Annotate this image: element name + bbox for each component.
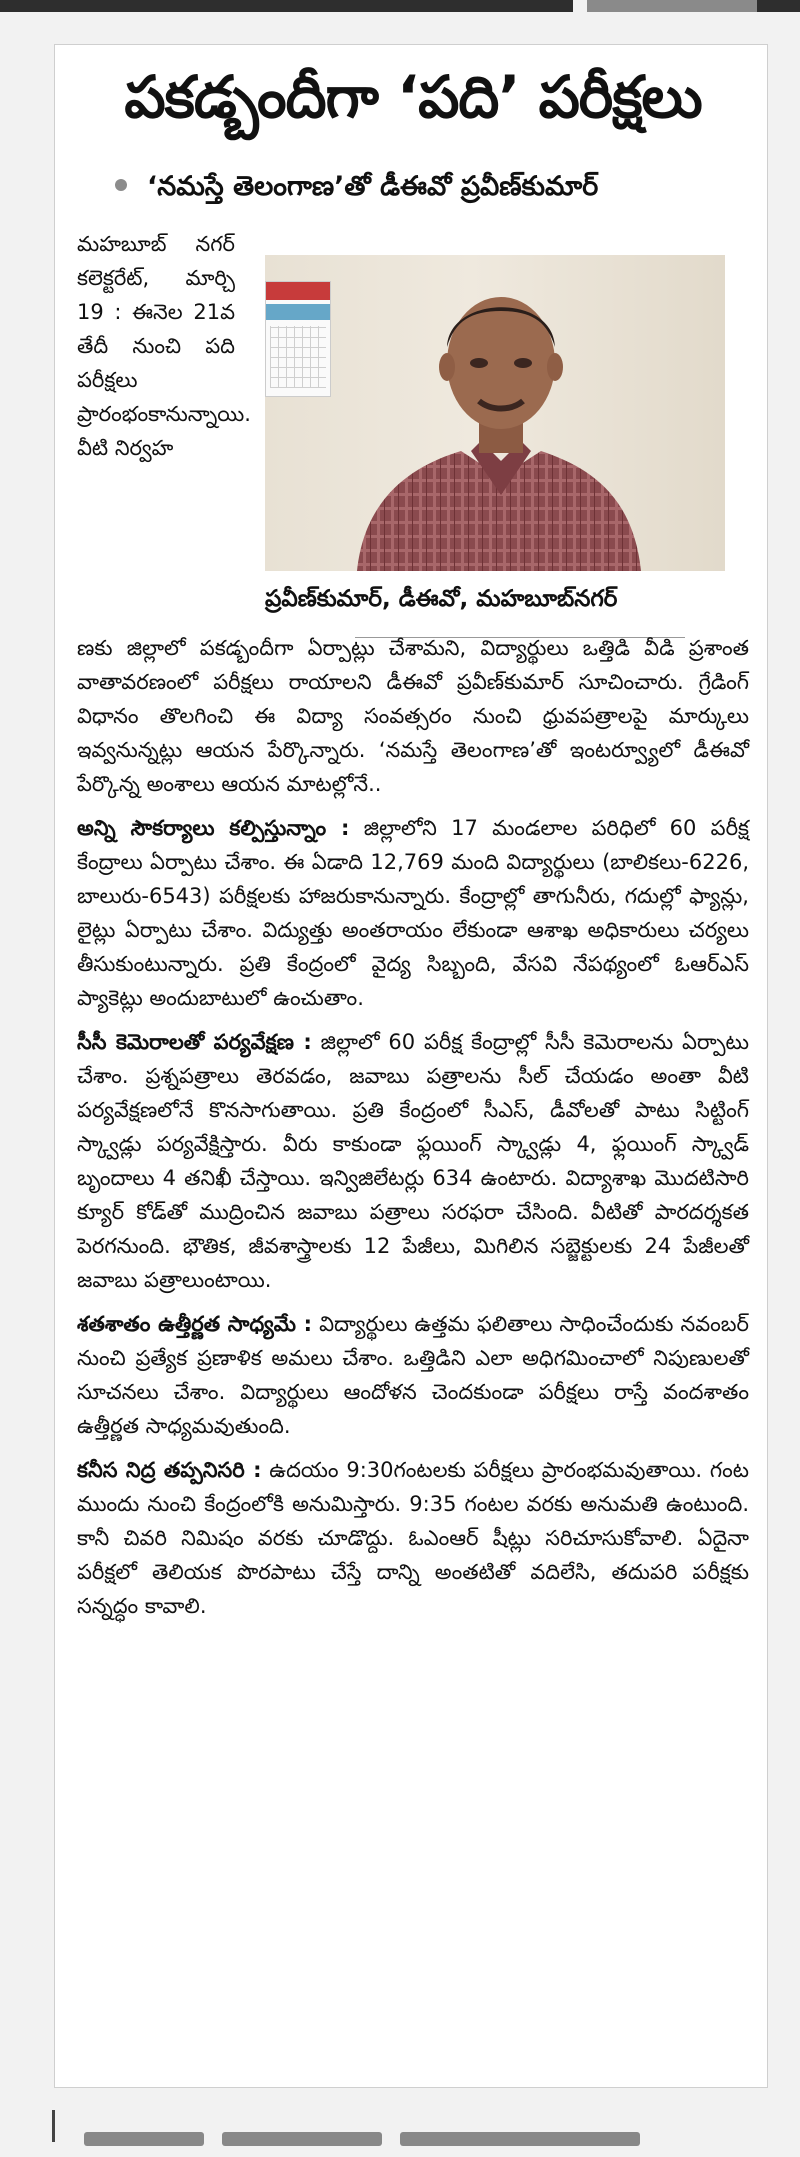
intro-column: మహబూబ్ నగర్ కలెక్టరేట్, మార్చి 19 : ఈనెల 21వ తేదీ నుంచి పది పరీక్షలు ప్రారంభంకానున్నాయి. వీటి నిర్వహ: [77, 232, 251, 460]
section-paragraph: [77, 1307, 749, 1443]
column-rule: [52, 2110, 55, 2142]
cropped-text-fragment: [222, 2132, 382, 2146]
section-lead: సీసీ కెమెరాలతో పర్యవేక్షణ :: [77, 1030, 312, 1054]
section-paragraph: [77, 811, 749, 1015]
intro-continued: ణకు జిల్లాలో పకడ్బందీగా ఏర్పాట్లు చేశామని, విద్యార్థులు ఒత్తిడి వీడి ప్రశాంత వాతావరణంలో పరీక్షలు రాయాలని డీఈవో ప్రవీణ్‌కుమార్ సూచించారు. గ్రేడింగ్ విధానం తొలగించి ఈ విద్యా సంవత్సరం నుంచి ధ్రువపత్రాలపై మార్కులు ఇవ్వనున్నట్లు ఆయన పేర్కొన్నారు. ‘నమస్తే తెలంగాణ’తో ఇంటర్వ్యూలో డీఈవో పేర్కొన్న అంశాలు ఆయన మాటల్లోనే..: [77, 636, 749, 796]
article-headline: పకడ్బందీగా ‘పది’ పరీక్షలు: [124, 63, 702, 131]
section-text: ఉదయం 9:30గంటలకు పరీక్షలు ప్రారంభమవుతాయి. గంట ముందు నుంచి కేంద్రంలోకి అనుమిస్తారు. 9:35 గంటల వరకు అనుమతి ఉంటుంది. కానీ చివరి నిమిషం వరకు చూడొద్దు. ఓఎంఆర్ షీట్లు సరిచూసుకోవాలి. ఏదైనా పరీక్షలో తెలియక పొరపాటు చేస్తే దాన్ని అంతటితో వదిలేసి, తదుపరి పరీక్షకు సన్నద్ధం కావాలి.: [77, 1458, 750, 1618]
section-text: విద్యార్థులు ఉత్తమ ఫలితాలు సాధించేందుకు నవంబర్ నుంచి ప్రత్యేక ప్రణాళిక అమలు చేశాం. ఒత్తిడిని ఎలా అధిగమించాలో నిపుణులతో సూచనలు చేశాం. విద్యార్థులు ఆందోళన చెందకుండా పరీక్షలు రాస్తే వందశాతం ఉత్తీర్ణత సాధ్యమవుతుంది.: [77, 1312, 749, 1438]
subhead-text: ‘నమస్తే తెలంగాణ’తో డీఈవో ప్రవీణ్‌కుమార్: [147, 171, 599, 202]
top-bar-gap: [573, 0, 587, 12]
person-portrait: [265, 255, 725, 571]
cropped-text-fragment: [84, 2132, 204, 2146]
photo-caption: ప్రవీణ్‌కుమార్, డీఈవో, మహబూబ్‌నగర్: [265, 586, 618, 612]
section-lead: అన్ని సౌకర్యాలు కల్పిస్తున్నాం :: [77, 816, 350, 840]
cropped-text-fragment: [400, 2132, 640, 2146]
section-lead: శతశాతం ఉత్తీర్ణత సాధ్యమే :: [77, 1312, 313, 1336]
section-text: జిల్లాలోని 17 మండలాల పరిధిలో 60 పరీక్ష కేంద్రాలు ఏర్పాటు చేశాం. ఈ ఏడాది 12,769 మంది విద్యార్థులు (బాలికలు-6226, బాలురు-6543) పరీక్షలకు హాజరుకానున్నారు. కేంద్రాల్లో తాగునీరు, గదుల్లో ఫ్యాన్లు, లైట్లు ఏర్పాటు చేశాం. విద్యుత్తు అంతరాయం లేకుండా ఆశాఖ అధికారులు చర్యలు తీసుకుంటున్నారు. ప్రతి కేంద్రంలో వైద్య సిబ్బంది, వేసవి నేపథ్యంలో ఓఆర్ఎస్ ప్యాకెట్లు అందుబాటులో ఉంచుతాం.: [77, 816, 749, 1010]
top-bar-grey-segment: [587, 0, 757, 12]
top-dark-bar: [0, 0, 800, 12]
next-article-fragment: [0, 2110, 800, 2157]
section-text: జిల్లాలో 60 పరీక్ష కేంద్రాల్లో సీసీ కెమెరాలను ఏర్పాటు చేశాం. ప్రశ్నపత్రాలు తెరవడం, జవాబు పత్రాలను సీల్ చేయడం అంతా వీటి పర్యవేక్షణలోనే కొనసాగుతాయి. ప్రతి కేంద్రంలో సీఎస్, డీవోలతో పాటు సిట్టింగ్ స్క్వాడ్లు పర్యవేక్షిస్తారు. వీరు కాకుండా ఫ్లయింగ్ స్క్వాడ్లు 4, ఫ్లయింగ్ స్క్వాడ్ బృందాలు 4 తనిఖీ చేస్తాయి. ఇన్విజిలేటర్లు 634 ఉంటారు. విద్యాశాఖ మొదటిసారి క్యూర్ కోడ్‌తో ముద్రించిన జవాబు పత్రాలు సరఫరా చేసింది. వీటితో పారదర్శకత పెరగనుంది. భౌతిక, జీవశాస్త్రాలకు 12 పేజీలు, మిగిలిన సబ్జెక్టులకు 24 పేజీలతో జవాబు పత్రాలుంటాయి.: [77, 1030, 749, 1292]
article-body: [77, 631, 749, 1633]
section-paragraph: [77, 1025, 749, 1297]
bullet-icon: [115, 179, 127, 191]
article-subhead: [115, 167, 735, 207]
newspaper-article: [54, 44, 768, 2088]
section-paragraph: [77, 1453, 749, 1623]
section-lead: కనీస నిద్ర తప్పనిసరి :: [77, 1458, 262, 1482]
portrait-photo: [265, 255, 725, 571]
